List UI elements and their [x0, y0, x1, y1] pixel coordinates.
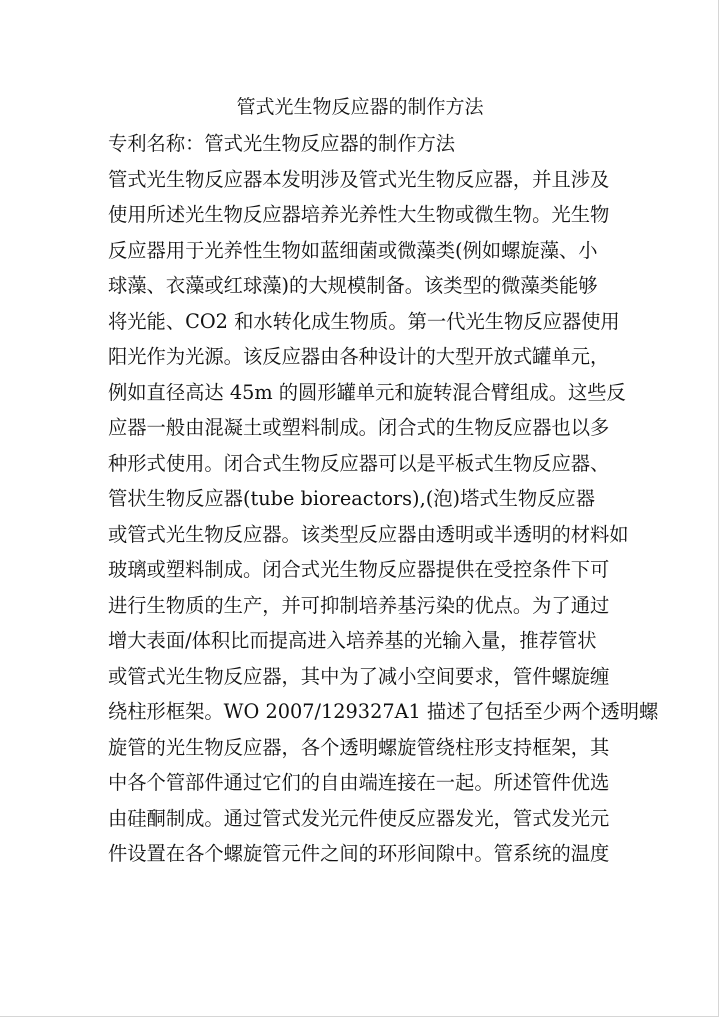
text-line: 管状生物反应器(tube bioreactors),(泡)塔式生物反应器: [108, 487, 595, 510]
text-line: 专利名称：管式光生物反应器的制作方法: [108, 132, 456, 155]
text-line: 或管式光生物反应器。该类型反应器由透明或半透明的材料如: [108, 522, 629, 546]
document-body: [108, 126, 659, 872]
text-line: 应器一般由混凝土或塑料制成。闭合式的生物反应器也以多: [108, 416, 610, 439]
text-line: 球藻、衣藻或红球藻)的大规模制备。该类型的微藻类能够: [108, 274, 598, 297]
text-line: 或管式光生物反应器，其中为了减小空间要求，管件螺旋缠: [108, 664, 610, 688]
text-line: 阳光作为光源。该反应器由各种设计的大型开放式罐单元，: [108, 345, 610, 368]
text-line: 种形式使用。闭合式生物反应器可以是平板式生物反应器、: [108, 451, 610, 475]
text-line: 例如直径高达 45m 的圆形罐单元和旋转混合臂组成。这些反: [108, 380, 626, 404]
text-line: 由硅酮制成。通过管式发光元件使反应器发光，管式发光元: [108, 806, 610, 830]
text-line: 旋管的光生物反应器，各个透明螺旋管绕柱形支持框架，其: [108, 735, 610, 759]
text-line: 件设置在各个螺旋管元件之间的环形间隙中。管系统的温度: [108, 842, 610, 865]
text-line: 将光能、CO2 和水转化成生物质。第一代光生物反应器使用: [108, 309, 620, 333]
text-line: 进行生物质的生产，并可抑制培养基污染的优点。为了通过: [108, 593, 610, 617]
text-line: 绕柱形框架。WO 2007/129327A1 描述了包括至少两个透明螺: [108, 700, 659, 723]
text-line: 使用所述光生物反应器培养光养性大生物或微生物。光生物: [108, 203, 610, 226]
text-line: 玻璃或塑料制成。闭合式光生物反应器提供在受控条件下可: [108, 558, 610, 581]
text-line: 管式光生物反应器本发明涉及管式光生物反应器，并且涉及: [108, 167, 610, 191]
document-title: 管式光生物反应器的制作方法: [236, 96, 484, 118]
text-line: 增大表面/体积比而提高进入培养基的光输入量，推荐管状: [108, 629, 597, 652]
text-line: 中各个管部件通过它们的自由端连接在一起。所述管件优选: [108, 771, 610, 794]
text-line: 反应器用于光养性生物如蓝细菌或微藻类(例如螺旋藻、小: [108, 238, 598, 262]
